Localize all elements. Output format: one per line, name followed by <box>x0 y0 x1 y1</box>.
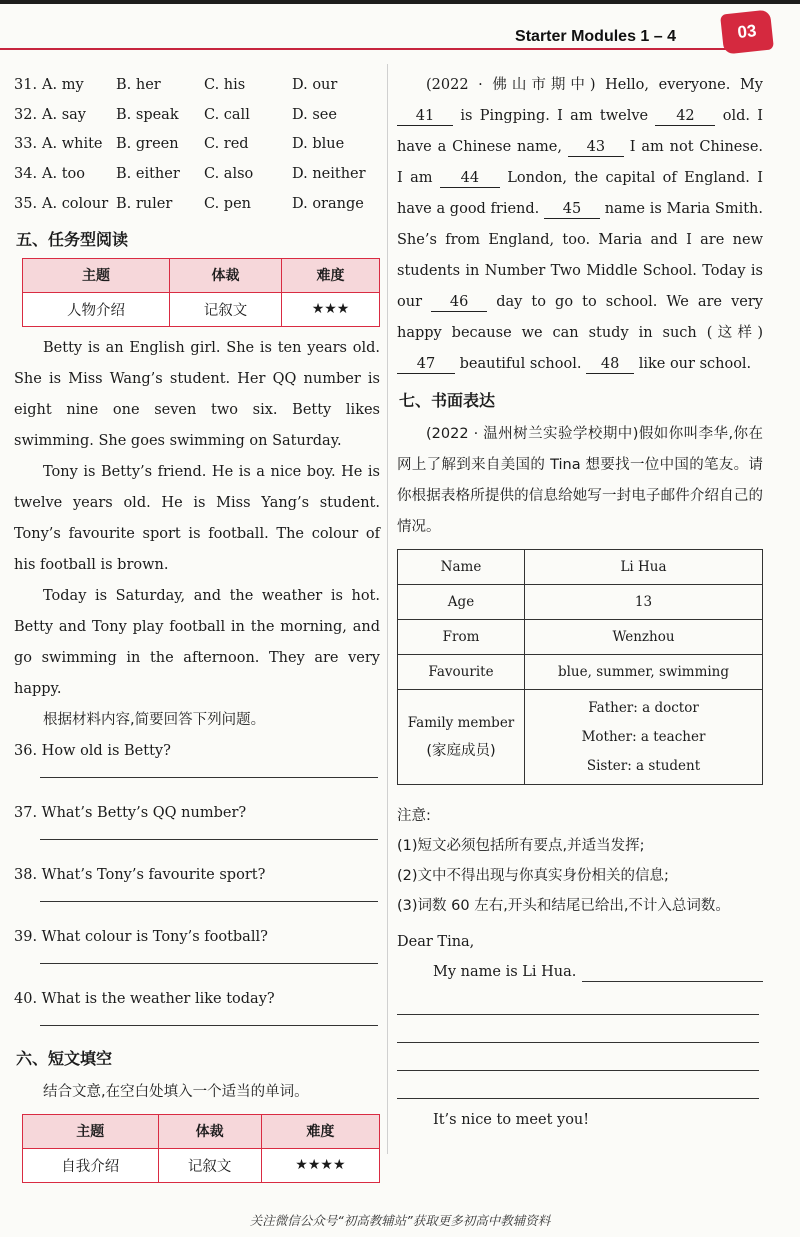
writing-line[interactable] <box>397 1069 759 1071</box>
section-6-info-table: 主题 体裁 难度 自我介绍 记叙文 ★★★★ <box>22 1114 380 1183</box>
blank-47[interactable]: 47 <box>397 355 455 374</box>
blank-46[interactable]: 46 <box>431 293 487 312</box>
note-2: (2)文中不得出现与你真实身份相关的信息; <box>397 868 669 884</box>
top-border <box>0 0 800 4</box>
answer-line-36[interactable] <box>40 776 378 778</box>
left-column <box>14 70 380 1183</box>
note-title: 注意: <box>397 808 431 824</box>
section-5-info-table: 主题 体裁 难度 人物介绍 记叙文 ★★★ <box>22 258 380 327</box>
section-6-instruction: 结合文意,在空白处填入一个适当的单词。 <box>43 1083 309 1100</box>
section-5-heading: 五、任务型阅读 <box>16 229 129 249</box>
blank-41[interactable]: 41 <box>397 107 453 126</box>
writing-line[interactable] <box>397 1041 759 1043</box>
blank-42[interactable]: 42 <box>655 107 715 126</box>
note-3: (3)词数 60 左右,开头和结尾已给出,不计入总词数。 <box>397 898 730 914</box>
reading-paragraph-3: Today is Saturday, and the weather is hot. Betty and Tony play football in the morning, and go swimming in the afternoon. They are very happy. <box>14 587 380 697</box>
note-1: (1)短文必须包括所有要点,并适当发挥; <box>397 838 645 854</box>
option-row: 33. A. white B. green C. red D. blue <box>14 136 345 153</box>
question-38: 38. What’s Tony’s favourite sport? <box>14 866 266 883</box>
blank-43[interactable]: 43 <box>568 138 624 157</box>
reading-paragraph-2: Tony is Betty’s friend. He is a nice boy. He is twelve years old. He is Miss Yang’s student. Tony’s favourite sport is football. The colour of his football is brown. <box>14 463 380 573</box>
option-row: 32. A. say B. speak C. call D. see <box>14 106 337 123</box>
writing-prompt: (2022 · 温州树兰实验学校期中)假如你叫李华,你在网上了解到来自美国的 Tina 想要找一位中国的笔友。请你根据表格所提供的信息给她写一封电子邮件介绍自己的情况。 <box>397 426 763 535</box>
option-row: 35. A. colour B. ruler C. pen D. orange <box>14 196 364 213</box>
family-value-cell: Father: a doctor Mother: a teacher Sister: a student <box>525 690 763 785</box>
question-40: 40. What is the weather like today? <box>14 990 275 1007</box>
reading-instruction: 根据材料内容,简要回答下列问题。 <box>43 711 266 728</box>
writing-line[interactable] <box>397 1013 759 1015</box>
footer-note: 关注微信公众号“初高教辅站”获取更多初高中教辅资料 <box>249 1213 551 1228</box>
question-39: 39. What colour is Tony’s football? <box>14 928 268 945</box>
writing-line-first[interactable] <box>582 963 763 982</box>
page-number-badge: 03 <box>720 9 774 54</box>
section-7-heading: 七、书面表达 <box>399 391 496 410</box>
answer-line-40[interactable] <box>40 1024 378 1026</box>
option-row: 34. A. too B. either C. also D. neither <box>14 166 366 183</box>
option-row: 31. A. my B. her C. his D. our <box>14 76 338 93</box>
reading-paragraph-1: Betty is an English girl. She is ten years old. She is Miss Wang’s student. Her QQ number is eight nine one seven two six. Betty likes swimming. She goes swimming on Saturday. <box>14 339 380 449</box>
answer-line-39[interactable] <box>40 962 378 964</box>
blank-45[interactable]: 45 <box>544 200 600 219</box>
right-column <box>397 70 763 1135</box>
letter-greeting: Dear Tina, <box>397 934 475 950</box>
header-rule <box>0 48 735 50</box>
page-header-title: Starter Modules 1 – 4 <box>515 28 676 45</box>
question-36: 36. How old is Betty? <box>14 742 171 759</box>
personal-info-table: Name Li Hua Age 13 From Wenzhou Favourite blue, summer, swimming Family member (家庭成员) Father: a doctor Mother: a teacher Sister: a student <box>397 549 763 785</box>
blank-44[interactable]: 44 <box>440 169 500 188</box>
options-list <box>14 70 380 219</box>
family-label-cell: Family member (家庭成员) <box>398 690 525 785</box>
cloze-passage: (2022 · 佛山市期中) Hello, everyone. My 41 is Pingping. I am twelve 42 old. I have a Chinese name, 43 I am not Chinese. I am 44 London, the capital of England. I have a good friend. 45 name is Maria Smith. She’s from England, too. Maria and I are new students in Number Two Middle School. Today is our 46 day to go to school. We are very happy because we can study in such (这样) 47 beautiful school. 48 like our school. <box>397 77 764 372</box>
section-6-heading: 六、短文填空 <box>16 1048 113 1068</box>
letter-closing: It’s nice to meet you! <box>433 1112 590 1128</box>
answer-line-37[interactable] <box>40 838 378 840</box>
letter-opening-row: My name is Li Hua. <box>397 957 763 987</box>
blank-48[interactable]: 48 <box>586 355 634 374</box>
answer-line-38[interactable] <box>40 900 378 902</box>
writing-line[interactable] <box>397 1097 759 1099</box>
question-37: 37. What’s Betty’s QQ number? <box>14 804 247 821</box>
column-divider <box>387 64 388 1154</box>
